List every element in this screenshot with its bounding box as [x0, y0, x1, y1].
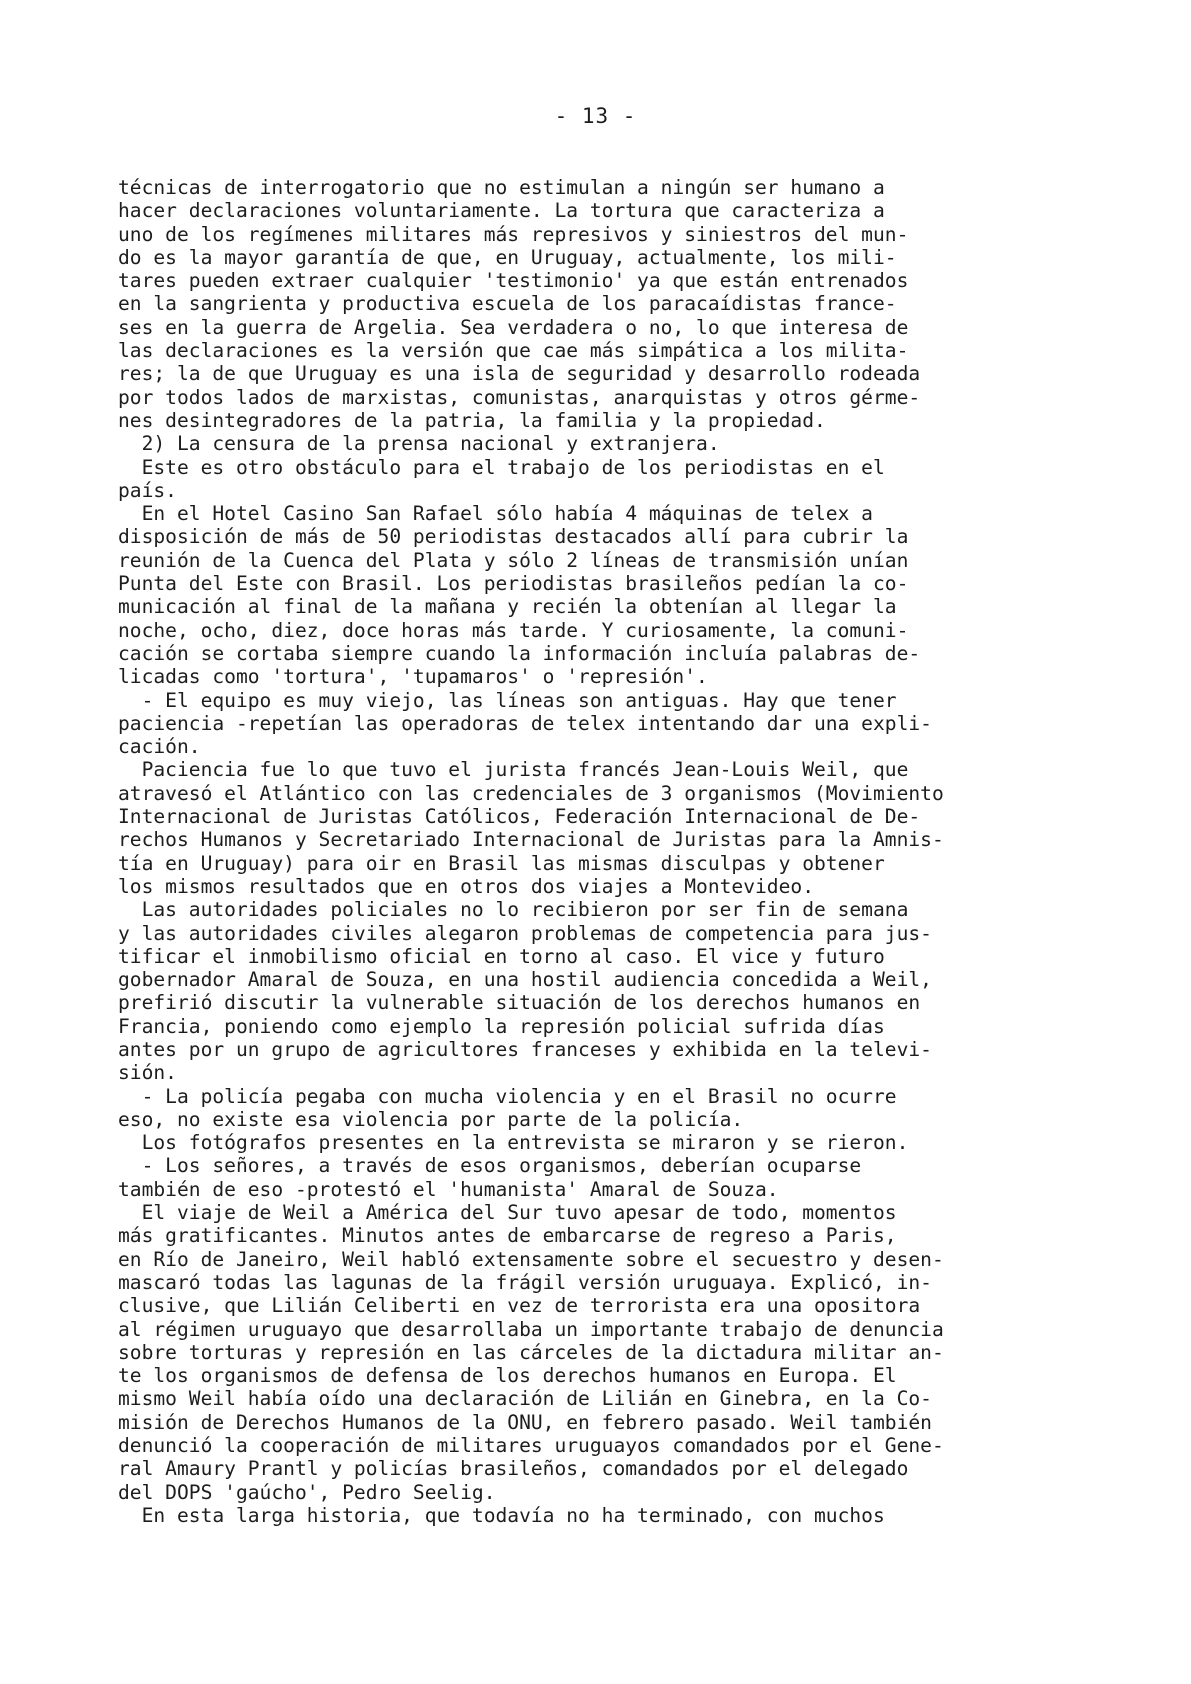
text-line: por todos lados de marxistas, comunistas, anarquistas y otros gérme- — [118, 385, 921, 409]
text-line: Paciencia fue lo que tuvo el jurista francés Jean-Louis Weil, que — [118, 758, 909, 782]
text-line: hacer declaraciones voluntariamente. La tortura que caracteriza a — [118, 199, 885, 223]
text-line: te los organismos de defensa de los derechos humanos en Europa. El — [118, 1364, 897, 1388]
text-line: - El equipo es muy viejo, las líneas son antiguas. Hay que tener — [118, 688, 897, 712]
text-line: misión de Derechos Humanos de la ONU, en febrero pasado. Weil también — [118, 1410, 932, 1434]
text-line: tificar el inmobilismo oficial en torno al caso. El vice y futuro — [118, 944, 885, 968]
text-line: En esta larga historia, que todavía no ha terminado, con muchos — [118, 1503, 885, 1527]
text-line: ral Amaury Prantl y policías brasileños, comandados por el delegado — [118, 1457, 909, 1481]
text-line: atravesó el Atlántico con las credenciales de 3 organismos (Movimiento — [118, 781, 944, 805]
text-line: municación al final de la mañana y recién la obtenían al llegar la — [118, 595, 897, 619]
text-line: más gratificantes. Minutos antes de embarcarse de regreso a Paris, — [118, 1224, 897, 1248]
text-line: tares pueden extraer cualquier 'testimonio' ya que están entrenados — [118, 269, 909, 293]
text-line: los mismos resultados que en otros dos viajes a Montevideo. — [118, 874, 814, 898]
text-line: mascaró todas las lagunas de la frágil versión uruguaya. Explicó, in- — [118, 1270, 932, 1294]
text-line: paciencia -repetían las operadoras de telex intentando dar una expli- — [118, 711, 932, 735]
body-text — [118, 176, 1118, 1527]
text-line: En el Hotel Casino San Rafael sólo había 4 máquinas de telex a — [118, 502, 873, 526]
text-line: clusive, que Lilián Celiberti en vez de terrorista era una opositora — [118, 1294, 921, 1318]
text-line: reunión de la Cuenca del Plata y sólo 2 líneas de transmisión unían — [118, 548, 909, 572]
text-line: sión. — [118, 1061, 177, 1085]
text-line: antes por un grupo de agricultores franceses y exhibida en la televi- — [118, 1037, 932, 1061]
text-line: técnicas de interrogatorio que no estimulan a ningún ser humano a — [118, 176, 885, 199]
text-line: denunció la cooperación de militares uruguayos comandados por el Gene- — [118, 1434, 944, 1458]
text-line: también de eso -protestó el 'humanista' Amaral de Souza. — [118, 1177, 779, 1201]
text-line: sobre torturas y represión en las cárceles de la dictadura militar an- — [118, 1340, 944, 1364]
text-line: al régimen uruguayo que desarrollaba un importante trabajo de denuncia — [118, 1317, 944, 1341]
text-line: mismo Weil había oído una declaración de Lilián en Ginebra, en la Co- — [118, 1387, 932, 1411]
text-line: y las autoridades civiles alegaron problemas de competencia para jus- — [118, 921, 932, 945]
text-line: res; la de que Uruguay es una isla de seguridad y desarrollo rodeada — [118, 362, 921, 386]
text-line: cación. — [118, 735, 201, 759]
text-line: eso, no existe esa violencia por parte de la policía. — [118, 1107, 744, 1131]
text-line: rechos Humanos y Secretariado Internacional de Juristas para la Amnis- — [118, 828, 944, 852]
text-line: prefirió discutir la vulnerable situación de los derechos humanos en — [118, 991, 921, 1015]
text-line: Este es otro obstáculo para el trabajo de los periodistas en el — [118, 455, 885, 479]
text-line: - La policía pegaba con mucha violencia y en el Brasil no ocurre — [118, 1084, 897, 1108]
text-line: Las autoridades policiales no lo recibieron por ser fin de semana — [118, 898, 909, 922]
text-line: en Río de Janeiro, Weil habló extensamente sobre el secuestro y desen- — [118, 1247, 944, 1271]
text-line: Francia, poniendo como ejemplo la represión policial sufrida días — [118, 1014, 885, 1038]
text-line: uno de los regímenes militares más represivos y siniestros del mun- — [118, 222, 909, 246]
text-line: nes desintegradores de la patria, la familia y la propiedad. — [118, 408, 826, 432]
text-line: país. — [118, 478, 177, 502]
text-line: do es la mayor garantía de que, en Uruguay, actualmente, los mili- — [118, 245, 897, 269]
text-line: del DOPS 'gaúcho', Pedro Seelig. — [118, 1480, 496, 1504]
text-line: tía en Uruguay) para oir en Brasil las mismas disculpas y obtener — [118, 851, 885, 875]
text-line: gobernador Amaral de Souza, en una hostil audiencia concedida a Weil, — [118, 968, 932, 992]
text-line: 2) La censura de la prensa nacional y extranjera. — [118, 432, 720, 456]
text-line: Internacional de Juristas Católicos, Federación Internacional de De- — [118, 805, 921, 829]
text-line: El viaje de Weil a América del Sur tuvo apesar de todo, momentos — [118, 1201, 897, 1225]
text-line: las declaraciones es la versión que cae más simpática a los milita- — [118, 339, 909, 363]
text-line: Los fotógrafos presentes en la entrevista se miraron y se rieron. — [118, 1131, 909, 1155]
text-line: ses en la guerra de Argelia. Sea verdadera o no, lo que interesa de — [118, 315, 909, 339]
text-line: - Los señores, a través de esos organismos, deberían ocuparse — [118, 1154, 862, 1178]
text-line: en la sangrienta y productiva escuela de los paracaídistas france- — [118, 292, 897, 316]
page-number: - 13 - — [554, 104, 637, 128]
text-line: cación se cortaba siempre cuando la información incluía palabras de- — [118, 641, 921, 665]
text-line: Punta del Este con Brasil. Los periodistas brasileños pedían la co- — [118, 572, 909, 596]
text-line: disposición de más de 50 periodistas destacados allí para cubrir la — [118, 525, 909, 549]
text-line: noche, ocho, diez, doce horas más tarde. Y curiosamente, la comuni- — [118, 618, 909, 642]
text-line: licadas como 'tortura', 'tupamaros' o 'represión'. — [118, 665, 708, 689]
